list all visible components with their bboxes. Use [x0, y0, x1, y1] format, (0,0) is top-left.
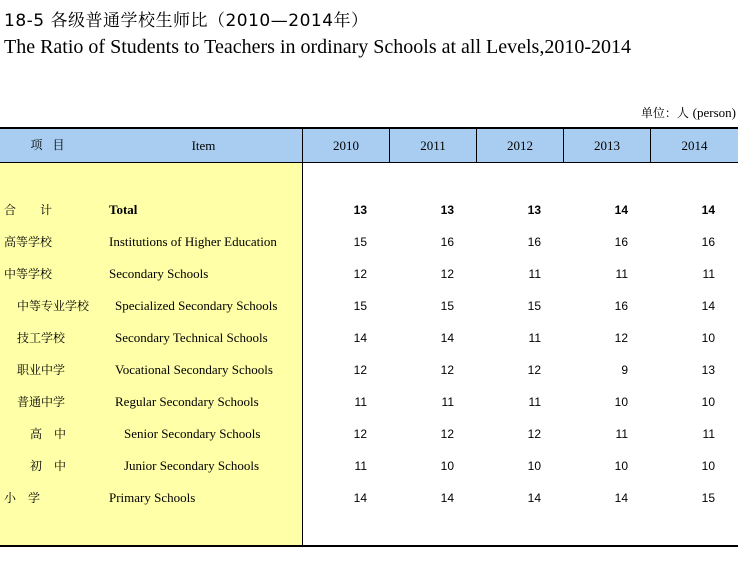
table-row — [0, 226, 738, 258]
table-row — [0, 386, 738, 418]
value-cell-2014: 13 — [701, 363, 715, 377]
row-label-zh: 合 计 — [4, 203, 53, 217]
value-cell-2011: 11 — [441, 395, 454, 409]
value-cell-2012: 11 — [528, 395, 541, 409]
value-cell-2013: 10 — [614, 395, 628, 409]
table-row — [0, 290, 738, 322]
row-label-zh: 职业中学 — [17, 363, 66, 377]
value-cell-2014: 11 — [702, 267, 715, 281]
unit-label — [641, 104, 736, 121]
value-cell-2014: 11 — [702, 427, 715, 441]
row-label-zh: 技工学校 — [17, 331, 66, 345]
value-cell-2013: 10 — [614, 459, 628, 473]
row-label-zh: 高 中 — [30, 427, 67, 441]
row-label-en: Secondary Technical Schools — [115, 330, 268, 345]
table-row — [0, 322, 738, 354]
row-label-en: Institutions of Higher Education — [109, 234, 277, 249]
row-label-zh: 普通中学 — [17, 395, 66, 409]
row-label-zh: 初 中 — [30, 459, 67, 473]
header-item-en: Item — [191, 138, 216, 153]
value-cell-2014: 14 — [701, 299, 715, 313]
value-cell-2010: 15 — [353, 299, 367, 313]
value-cell-2013: 16 — [614, 235, 628, 249]
page-title-english: The Ratio of Students to Teachers in ordinary Schools at all Levels,2010-2014 — [4, 36, 631, 58]
ratio-table — [0, 127, 738, 547]
value-cell-2011: 10 — [440, 459, 454, 473]
value-cell-2014: 10 — [701, 395, 715, 409]
header-year-2010: 2010 — [333, 138, 359, 153]
value-cell-2010: 15 — [353, 235, 367, 249]
value-cell-2011: 12 — [440, 363, 454, 377]
value-cell-2013: 11 — [615, 427, 628, 441]
table-bottom-rule — [0, 545, 738, 547]
value-cell-2014: 14 — [701, 203, 715, 217]
table-row — [0, 258, 738, 290]
table-row — [0, 482, 738, 514]
value-cell-2013: 14 — [614, 203, 628, 217]
header-item-zh: 项目 — [30, 138, 75, 152]
value-cell-2011: 14 — [440, 491, 454, 505]
value-cell-2014: 10 — [701, 459, 715, 473]
value-cell-2010: 11 — [354, 459, 367, 473]
value-cell-2010: 14 — [353, 491, 367, 505]
row-label-en: Regular Secondary Schools — [115, 394, 259, 409]
value-cell-2011: 12 — [440, 267, 454, 281]
value-cell-2011: 14 — [440, 331, 454, 345]
value-cell-2012: 15 — [527, 299, 541, 313]
header-year-2012: 2012 — [507, 138, 533, 153]
value-cell-2011: 16 — [440, 235, 454, 249]
value-cell-2012: 12 — [527, 427, 541, 441]
page-title-chinese: 18-5 各级普通学校生师比（2010—2014年） — [4, 11, 369, 31]
value-cell-2012: 11 — [528, 331, 541, 345]
row-label-zh: 小 学 — [4, 491, 41, 505]
value-cell-2014: 15 — [701, 491, 715, 505]
row-label-en: Total — [109, 202, 138, 217]
row-label-en: Secondary Schools — [109, 266, 209, 281]
table-row — [0, 354, 738, 386]
header-year-2014: 2014 — [681, 138, 708, 153]
value-cell-2011: 13 — [440, 203, 454, 217]
row-label-en: Specialized Secondary Schools — [115, 298, 278, 313]
unit-zh: 单位：人 — [640, 106, 689, 120]
table-row — [0, 450, 738, 482]
value-cell-2010: 12 — [353, 427, 367, 441]
value-cell-2011: 15 — [440, 299, 454, 313]
value-cell-2010: 12 — [353, 363, 367, 377]
row-label-zh: 中等学校 — [4, 267, 53, 281]
row-label-en: Junior Secondary Schools — [124, 458, 260, 473]
row-label-zh: 中等专业学校 — [17, 299, 90, 313]
value-cell-2012: 14 — [527, 491, 541, 505]
value-cell-2012: 11 — [528, 267, 541, 281]
value-cell-2011: 12 — [440, 427, 454, 441]
header-year-2011: 2011 — [420, 138, 446, 153]
value-cell-2010: 11 — [354, 395, 367, 409]
value-cell-2010: 14 — [353, 331, 367, 345]
table-row — [0, 418, 738, 450]
unit-en: (person) — [692, 105, 736, 120]
value-cell-2013: 9 — [621, 363, 628, 377]
value-cell-2012: 10 — [527, 459, 541, 473]
header-year-2013: 2013 — [594, 138, 620, 153]
row-label-en: Vocational Secondary Schools — [115, 362, 273, 377]
value-cell-2013: 12 — [614, 331, 628, 345]
value-cell-2010: 12 — [353, 267, 367, 281]
value-cell-2012: 12 — [527, 363, 541, 377]
value-cell-2010: 13 — [353, 203, 367, 217]
value-cell-2013: 11 — [615, 267, 628, 281]
value-cell-2014: 10 — [701, 331, 715, 345]
value-cell-2013: 14 — [614, 491, 628, 505]
value-cell-2014: 16 — [701, 235, 715, 249]
row-label-zh: 高等学校 — [4, 235, 53, 249]
table-row — [0, 194, 738, 226]
value-cell-2013: 16 — [614, 299, 628, 313]
table-header-row — [0, 129, 738, 163]
row-label-en: Primary Schools — [109, 490, 196, 505]
value-cell-2012: 16 — [527, 235, 541, 249]
row-label-en: Senior Secondary Schools — [124, 426, 261, 441]
value-cell-2012: 13 — [527, 203, 541, 217]
